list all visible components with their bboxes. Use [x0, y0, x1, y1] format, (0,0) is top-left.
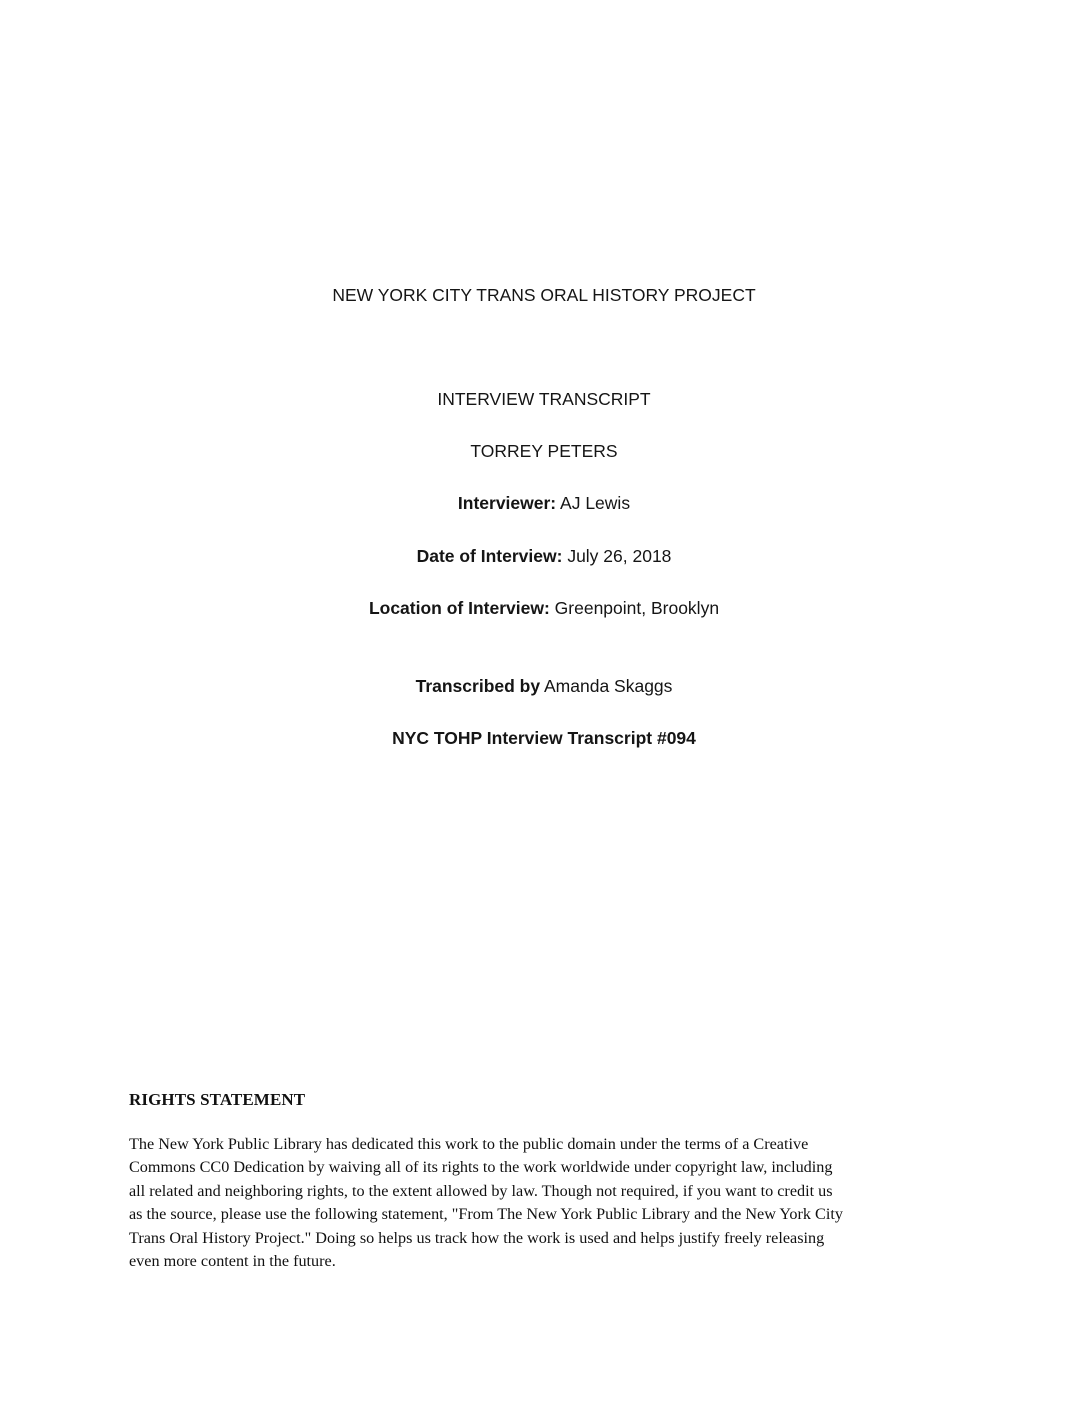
interviewer-line — [0, 493, 1088, 514]
rights-statement-heading: RIGHTS STATEMENT — [129, 1090, 306, 1109]
interview-date-line — [0, 546, 1088, 567]
interview-location-value: Greenpoint, Brooklyn — [549, 598, 720, 618]
rights-statement-line: as the source, please use the following statement, "From The New York Public Library and the New York City — [129, 1205, 843, 1224]
rights-statement-line: Trans Oral History Project." Doing so helps us track how the work is used and helps justify freely releasing — [129, 1228, 825, 1247]
transcript-number: NYC TOHP Interview Transcript #094 — [392, 728, 696, 748]
interview-date-label: Date of Interview: — [416, 546, 563, 566]
interviewer-label: Interviewer: — [457, 493, 557, 513]
document-type: INTERVIEW TRANSCRIPT — [437, 389, 651, 409]
rights-statement-line: all related and neighboring rights, to the extent allowed by law. Though not required, if you want to credit us — [129, 1181, 833, 1200]
interview-location-line — [0, 598, 1088, 619]
project-title: NEW YORK CITY TRANS ORAL HISTORY PROJECT — [332, 285, 756, 305]
interview-date-value: July 26, 2018 — [562, 546, 672, 566]
interviewer-value: AJ Lewis — [556, 493, 631, 513]
transcriber-value: Amanda Skaggs — [540, 676, 673, 696]
interview-location-label: Location of Interview: — [368, 598, 550, 618]
rights-statement-line: The New York Public Library has dedicated this work to the public domain under the terms of a Creative — [129, 1135, 809, 1153]
transcriber-label: Transcribed by — [415, 676, 541, 696]
rights-statement-body — [129, 1133, 969, 1273]
transcriber-line — [0, 676, 1088, 697]
narrator-name: TORREY PETERS — [470, 441, 618, 461]
rights-statement-line: even more content in the future. — [129, 1252, 336, 1271]
rights-statement-line: Commons CC0 Dedication by waiving all of its rights to the work worldwide under copyright law, including — [129, 1158, 833, 1177]
